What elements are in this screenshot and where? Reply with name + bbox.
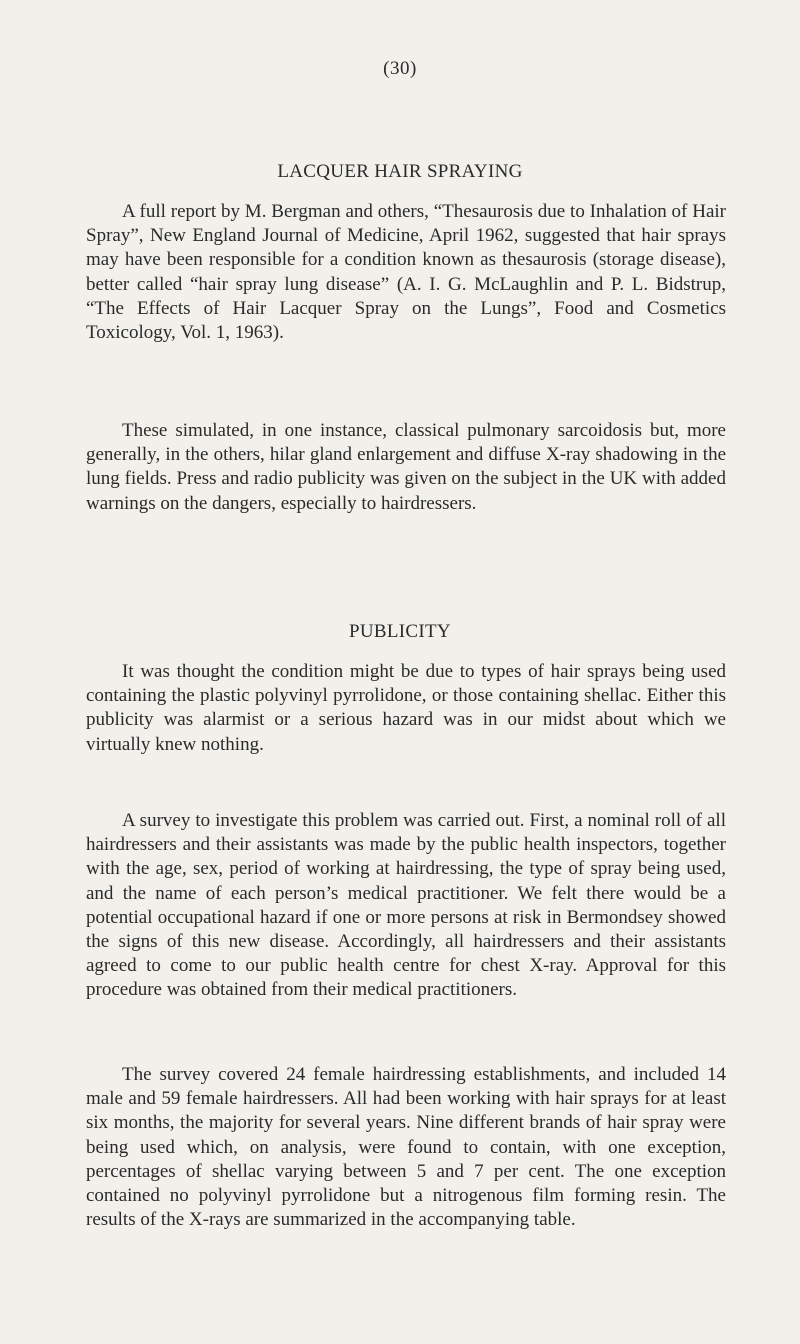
section-heading-publicity: PUBLICITY <box>349 621 451 642</box>
page-number: (30) <box>383 58 417 79</box>
paragraph-survey-method: A survey to investigate this problem was carried out. First, a nominal roll of all hairdressers and their assistants was made by the public health inspectors, together with the age, sex, period of working at hairdressing, the type of spray being used, and the name of each person’s medical practitioner. We felt there would be a potential occupational hazard if one or more persons at risk in Bermondsey showed the signs of this new disease. Accordingly, all hairdressers and their assistants agreed to come to our public health centre for chest X-ray. Approval for this procedure was obtained from their medical practitioners. <box>86 810 726 1001</box>
paragraph-survey-results: The survey covered 24 female hairdressing establishments, and included 14 male and 59 female hairdressers. All had been working with hair sprays for at least six months, the majority for several years. Nine different brands of hair spray were being used which, on analysis, were found to contain, with one exception, percentages of shellac varying between 5 and 7 per cent. The one exception contained no polyvinyl pyrrolidone but a nitrogenous film forming resin. The results of the X-rays are summarized in the accompanying table. <box>86 1064 726 1231</box>
paragraph-simulated-sarcoidosis: These simulated, in one instance, classical pulmonary sarcoidosis but, more generally, in the others, hilar gland enlargement and diffuse X-ray shadowing in the lung fields. Press and radio publicity was given on the subject in the UK with added warnings on the dangers, especially to hairdressers. <box>86 420 726 514</box>
paragraph-full-report: A full report by M. Bergman and others, “Thesaurosis due to Inhalation of Hair Spray”, New England Journal of Medicine, April 1962, suggested that hair sprays may have been responsible for a condition known as thesaurosis (storage disease), better called “hair spray lung disease” (A. I. G. McLaughlin and P. L. Bidstrup, “The Effects of Hair Lacquer Spray on the Lungs”, Food and Cosmetics Toxicology, Vol. 1, 1963). <box>86 201 726 344</box>
paragraph-condition-cause: It was thought the condition might be due to types of hair sprays being used containing the plastic polyvinyl pyrrolidone, or those containing shellac. Either this publicity was alarmist or a serious hazard was in our midst about which we virtually knew nothing. <box>86 661 726 755</box>
section-heading-lacquer-hair-spraying: LACQUER HAIR SPRAYING <box>277 161 523 182</box>
